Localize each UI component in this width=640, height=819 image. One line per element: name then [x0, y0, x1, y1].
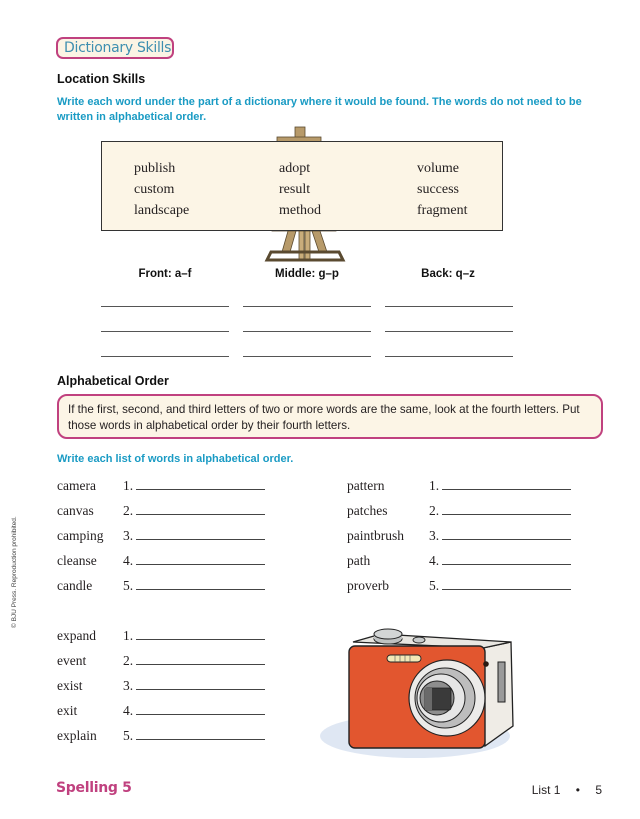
list-word: event [57, 653, 87, 668]
column-header-back: Back: q–z [421, 268, 475, 280]
list-word: patches [347, 503, 388, 518]
write-line[interactable] [442, 514, 571, 515]
write-line[interactable] [136, 639, 265, 640]
section-badge [56, 37, 174, 59]
answer-line-middle-2[interactable] [243, 331, 371, 332]
list-word: paintbrush [347, 528, 404, 543]
item-number: 1. [123, 478, 134, 493]
word-bank-word: result [279, 182, 311, 197]
word-bank-word: custom [134, 182, 175, 197]
answer-line-middle-1[interactable] [243, 306, 371, 307]
item-number: 4. [123, 553, 134, 568]
item-number: 5. [123, 728, 134, 743]
item-number: 5. [429, 578, 440, 593]
item-number: 3. [123, 678, 134, 693]
answer-line-front-2[interactable] [101, 331, 229, 332]
item-number: 2. [429, 503, 440, 518]
item-number: 4. [123, 703, 134, 718]
list-word: expand [57, 628, 96, 643]
camera-icon [315, 628, 525, 764]
item-number: 4. [429, 553, 440, 568]
rule-text: If the first, second, and third letters of two or more words are the same, look at the fourth letters. Put those words in alphabetical order by their fourth letters. [68, 403, 580, 432]
word-bank-word: method [279, 203, 321, 218]
write-line[interactable] [136, 489, 265, 490]
section-badge-label: Dictionary Skills [64, 40, 172, 56]
write-line[interactable] [136, 564, 265, 565]
page-number: 5 [595, 783, 602, 797]
write-line[interactable] [442, 489, 571, 490]
word-bank-word: fragment [417, 203, 468, 218]
write-line[interactable] [136, 714, 265, 715]
alphabetical-instructions: Write each list of words in alphabetical order. [57, 453, 294, 465]
alphabetical-order-title: Alphabetical Order [57, 374, 169, 388]
column-header-front: Front: a–f [138, 268, 192, 280]
answer-line-middle-3[interactable] [243, 356, 371, 357]
item-number: 2. [123, 503, 134, 518]
word-bank-word: volume [417, 161, 459, 176]
item-number: 3. [123, 528, 134, 543]
write-line[interactable] [136, 664, 265, 665]
item-number: 2. [123, 653, 134, 668]
answer-line-back-3[interactable] [385, 356, 513, 357]
write-line[interactable] [136, 689, 265, 690]
location-instructions: Write each word under the part of a dictionary where it would be found. The words do not need to be written in alphabetical order. [57, 96, 582, 123]
column-header-middle: Middle: g–p [275, 268, 339, 280]
list-word: candle [57, 578, 93, 593]
write-line[interactable] [136, 539, 265, 540]
location-skills-title: Location Skills [57, 72, 146, 86]
footer-bullet: • [575, 783, 580, 797]
item-number: 1. [123, 628, 134, 643]
list-word: exit [57, 703, 78, 718]
list-word: proverb [347, 578, 389, 593]
rule-box [57, 394, 603, 439]
word-bank-word: adopt [279, 161, 311, 176]
book-title: Spelling 5 [56, 780, 132, 796]
write-line[interactable] [442, 539, 571, 540]
list-word: camera [57, 478, 96, 493]
copyright-notice: © BJU Press. Reproduction prohibited. [11, 516, 18, 628]
list-word: canvas [57, 503, 94, 518]
answer-line-front-1[interactable] [101, 306, 229, 307]
list-label: List 1 [531, 783, 561, 797]
write-line[interactable] [136, 514, 265, 515]
list-word: path [347, 553, 371, 568]
word-bank-word: success [417, 182, 459, 197]
item-number: 3. [429, 528, 440, 543]
write-line[interactable] [136, 589, 265, 590]
list-word: cleanse [57, 553, 97, 568]
answer-line-back-2[interactable] [385, 331, 513, 332]
list-word: explain [57, 728, 97, 743]
write-line[interactable] [136, 739, 265, 740]
write-line[interactable] [442, 564, 571, 565]
item-number: 5. [123, 578, 134, 593]
page-footer [532, 783, 602, 797]
write-line[interactable] [442, 589, 571, 590]
answer-line-front-3[interactable] [101, 356, 229, 357]
word-bank-word: publish [134, 161, 176, 176]
list-word: exist [57, 678, 83, 693]
list-word: camping [57, 528, 104, 543]
answer-line-back-1[interactable] [385, 306, 513, 307]
list-word: pattern [347, 478, 385, 493]
word-bank-word: landscape [134, 203, 190, 218]
item-number: 1. [429, 478, 440, 493]
